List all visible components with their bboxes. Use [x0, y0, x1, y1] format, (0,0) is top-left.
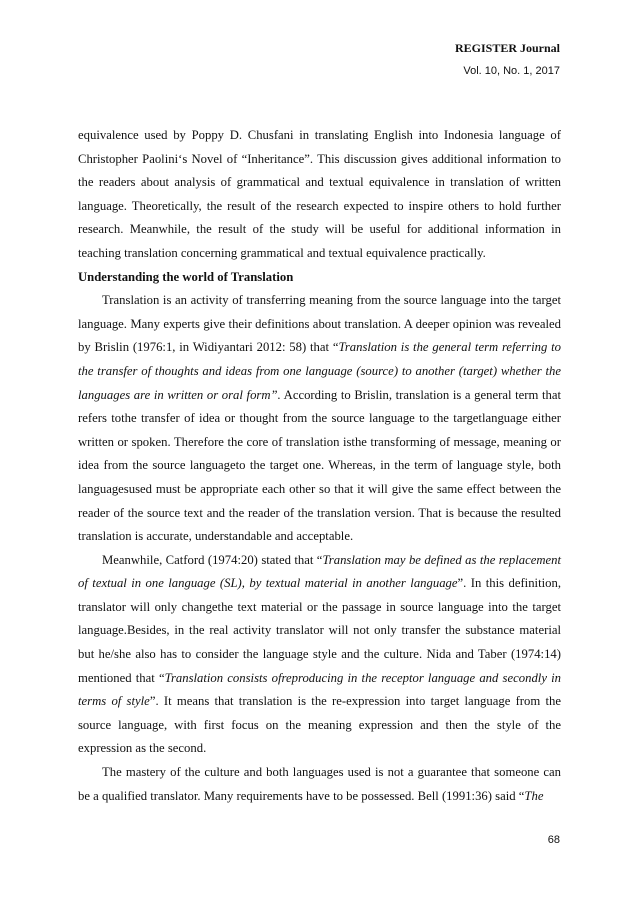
journal-volume: Vol. 10, No. 1, 2017 — [463, 65, 560, 77]
section-heading: Understanding the world of Translation — [78, 269, 294, 284]
body-text — [78, 124, 561, 808]
page-number: 68 — [547, 834, 560, 846]
paragraph-text: Meanwhile, Catford (1974:20) stated that “ — [102, 552, 323, 567]
paragraph-text: ”. It means that translation is the re-expression into target language from the source language, with first focus on the meaning expression and then the style of the expression as the second. — [78, 694, 561, 756]
brislin-quote: Translation is the general term referring to the transfer of thoughts and ideas from one language (source) to another (target) whether the languages are in written or oral form”. — [78, 340, 561, 402]
paragraph-mastery — [78, 761, 561, 808]
paragraph-translation-definition — [78, 289, 561, 549]
intro-paragraph: equivalence used by Poppy D. Chusfani in translating English into Indonesia language of Christopher Paolini‘s Novel of “Inheritance”. This discussion gives additional information to the readers about analysis of grammatical and textual equivalence in translation of written language. Theoretically, the result of the research expected to inspire others to hold further research. Meanwhile, the result of the study will be useful for additional information in teaching translation concerning grammatical and textual equivalence practically. — [78, 128, 561, 260]
bell-quote: The — [524, 788, 544, 803]
paragraph-text: Translation is an activity of transferring meaning from the source language into the target language. Many experts give their definitions about translation. A deeper opinion was revealed by Brislin (1976:1, in Widiyantari 2012: 58) that “ — [78, 293, 561, 355]
paragraph-text: According to Brislin, translation is a general term that refers tothe transfer of idea or thought from the source language to the targetlanguage either written or spoken. Therefore the core of translation isthe transforming of message, meaning or idea from the source languageto the target one. Whereas, in the term of language style, both languagesused must be appropriate each other so that it will give the same effect between the reader of the source text and the reader of the translation version. That is because the resulted translation is accurate, understandable and acceptable. — [78, 387, 561, 544]
journal-title: REGISTER Journal — [454, 41, 560, 55]
paragraph-text: ”. In this definition, translator will only changethe text material or the passage in source language into the target language.Besides, in the real activity translator will not only transfer the substance material but he/she also has to consider the language style and the culture. Nida and Taber (1974:14) mentioned that “ — [78, 576, 561, 685]
paragraph-catford — [78, 549, 561, 761]
nida-taber-quote: Translation consists ofreproducing in the receptor language and secondly in terms of style — [78, 670, 561, 709]
catford-quote: Translation may be defined as the replacement of textual in one language (SL), by textual material in another language — [78, 552, 561, 591]
paragraph-text: The mastery of the culture and both languages used is not a guarantee that someone can be a qualified translator. Many requirements have to be possessed. Bell (1991:36) said “ — [78, 765, 561, 803]
